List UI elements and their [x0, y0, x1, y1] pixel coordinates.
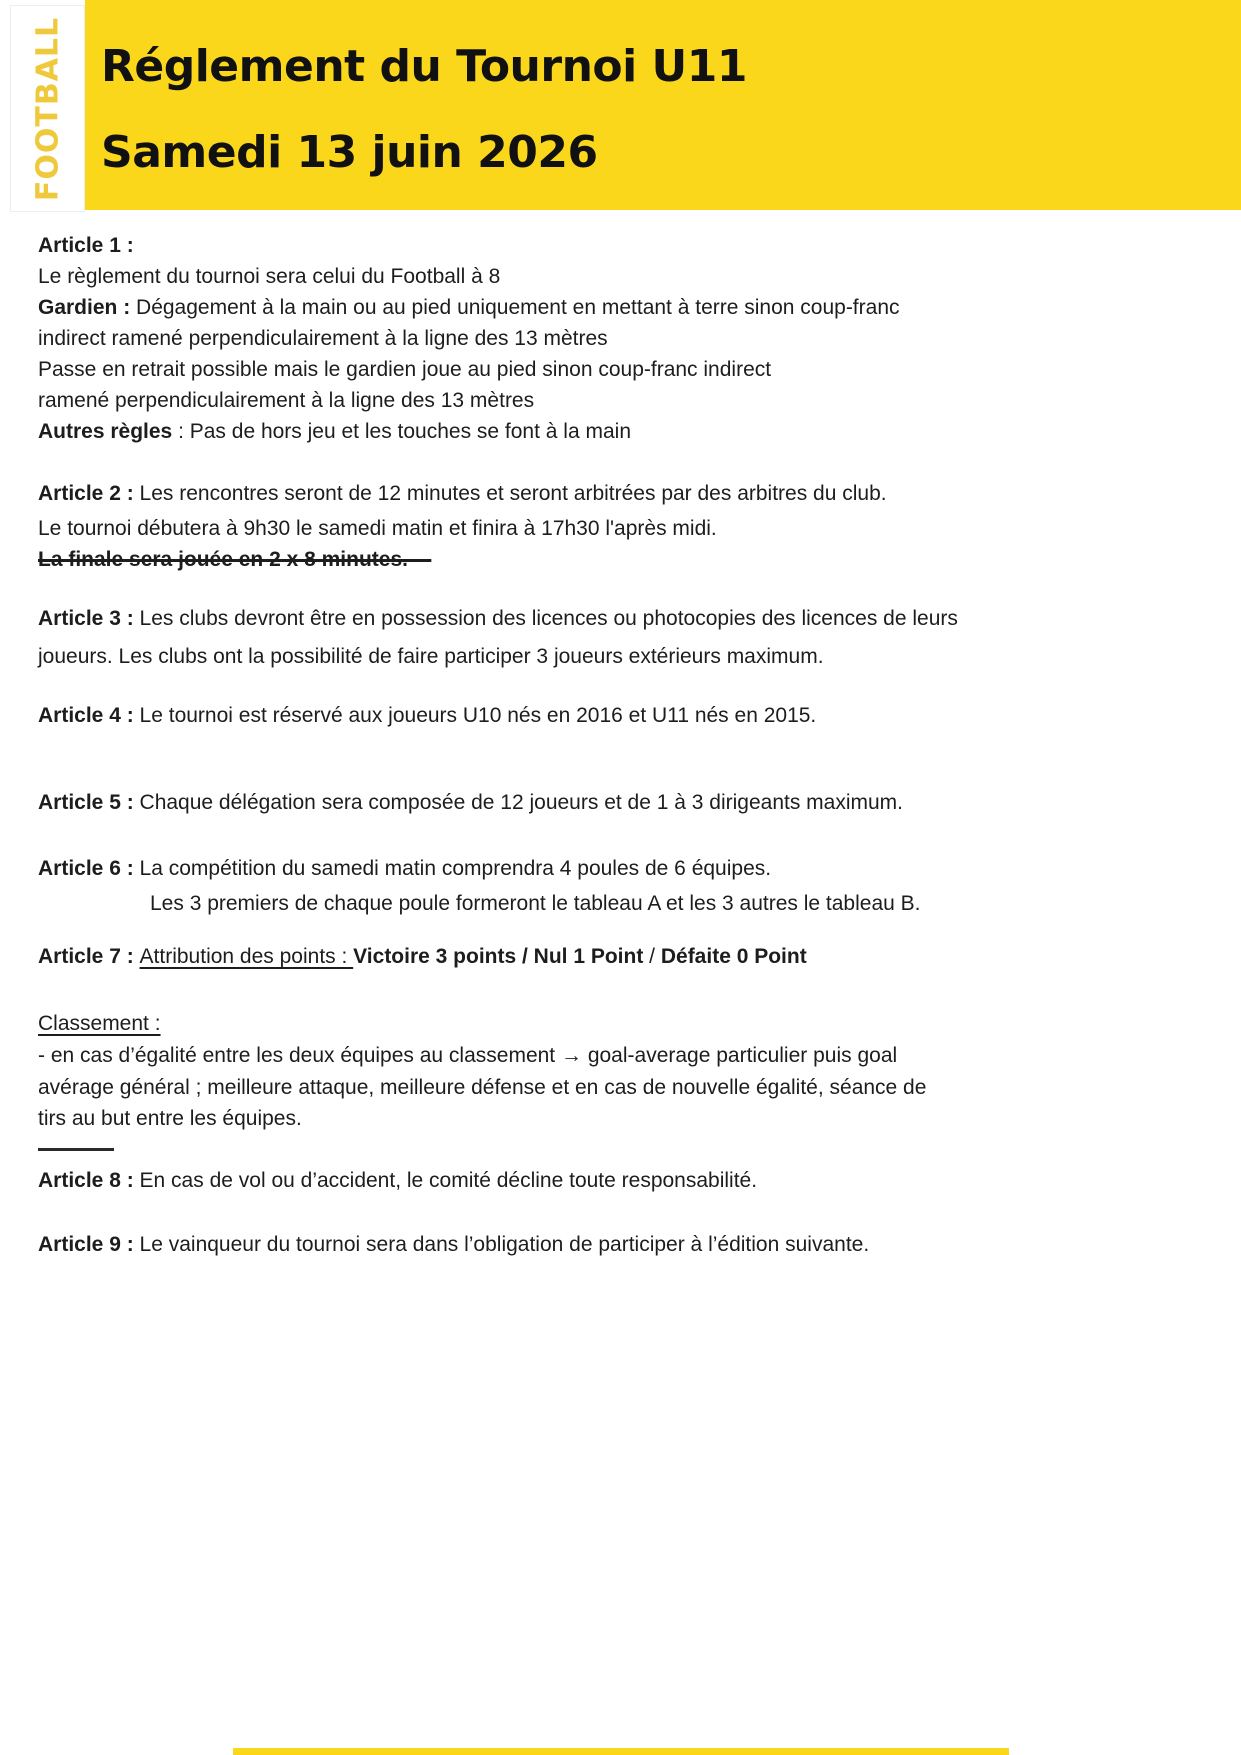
doc-line [38, 1103, 1205, 1134]
doc-line [38, 1165, 1205, 1196]
text-segment: La finale sera jouée en 2 x 8 minutes. [38, 548, 432, 571]
text-segment: Article 4 : [38, 704, 134, 727]
text-segment: Les rencontres seront de 12 minutes et seront arbitrées par des arbitres du club. [133, 482, 887, 505]
doc-line [38, 292, 1205, 323]
text-segment: Article 8 : [38, 1169, 134, 1192]
doc-line [38, 261, 1205, 292]
text-segment: Article 9 : [38, 1233, 134, 1256]
text-segment: Le tournoi débutera à 9h30 le samedi matin et finira à 17h30 l'après midi. [38, 517, 717, 540]
doc-line [38, 230, 1205, 261]
text-segment: La compétition du samedi matin comprendra 4 poules de 6 équipes. [133, 857, 772, 880]
page-bottom-accent [233, 1748, 1009, 1755]
text-segment: ramené perpendiculairement à la ligne des 13 mètres [38, 389, 535, 412]
doc-line [38, 941, 1205, 972]
text-segment: avérage général ; meilleure attaque, meilleure défense et en cas de nouvelle égalité, séance de [38, 1076, 927, 1099]
text-segment: En cas de vol ou d’accident, le comité décline toute responsabilité. [133, 1169, 758, 1192]
text-segment: Défaite 0 Point [660, 945, 807, 968]
text-segment: Article 3 : [38, 607, 134, 630]
text-segment: : Pas de hors jeu et les touches se font à la main [172, 420, 631, 443]
doc-line [38, 888, 1205, 919]
doc-line [38, 323, 1205, 354]
text-segment: - en cas d’égalité entre les deux équipes au classement → goal-average particulier puis goal [38, 1044, 898, 1067]
doc-line [38, 354, 1205, 385]
text-segment: Article 2 : [38, 482, 134, 505]
doc-line [38, 513, 1205, 544]
doc-line [38, 416, 1205, 447]
text-segment: Article 5 : [38, 791, 134, 814]
text-segment: Article 6 : [38, 857, 134, 880]
doc-line [38, 1008, 1205, 1039]
doc-line [38, 478, 1205, 509]
document-body [38, 230, 1205, 1260]
doc-line [38, 1040, 1205, 1071]
separator-rule [38, 1148, 114, 1151]
text-segment: Victoire 3 points / Nul 1 Point [353, 945, 644, 968]
text-segment: / [643, 945, 661, 968]
text-segment: Article 7 : [38, 945, 140, 968]
text-segment: indirect ramené perpendiculairement à la ligne des 13 mètres [38, 327, 608, 350]
text-segment: Les clubs devront être en possession des licences ou photocopies des licences de leurs [133, 607, 958, 630]
doc-line [38, 787, 1205, 818]
page-title-line2: Samedi 13 juin 2026 [101, 127, 598, 178]
text-segment: joueurs. Les clubs ont la possibilité de faire participer 3 joueurs extérieurs maximum. [38, 645, 824, 668]
text-segment: Le tournoi est réservé aux joueurs U10 nés en 2016 et U11 nés en 2015. [133, 704, 817, 727]
doc-line [38, 641, 1205, 672]
football-vertical-label: FOOTBALL [30, 16, 65, 201]
text-segment: Passe en retrait possible mais le gardien joue au pied sinon coup-franc indirect [38, 358, 772, 381]
doc-line [38, 544, 1205, 575]
doc-line [38, 1229, 1205, 1260]
football-sidebar-box [10, 5, 85, 212]
text-segment: Attribution des points : [139, 945, 354, 968]
text-segment: tirs au but entre les équipes. [38, 1107, 302, 1130]
text-segment: Autres règles [38, 420, 173, 443]
page-header-band [85, 0, 1241, 210]
text-segment: Le règlement du tournoi sera celui du Football à 8 [38, 265, 501, 288]
text-segment: Article 1 : [38, 234, 134, 257]
text-segment: Chaque délégation sera composée de 12 joueurs et de 1 à 3 dirigeants maximum. [133, 791, 904, 814]
doc-line [38, 1072, 1205, 1103]
doc-line [38, 853, 1205, 884]
text-segment: Dégagement à la main ou au pied uniquement en mettant à terre sinon coup-franc [130, 296, 900, 319]
text-segment: Gardien : [38, 296, 131, 319]
doc-line [38, 603, 1205, 634]
doc-line [38, 385, 1205, 416]
text-segment: Les 3 premiers de chaque poule formeront le tableau A et les 3 autres le tableau B. [150, 892, 921, 915]
text-segment: Classement : [38, 1012, 161, 1035]
page-title-line1: Réglement du Tournoi U11 [101, 41, 747, 92]
doc-line [38, 700, 1205, 731]
text-segment: Le vainqueur du tournoi sera dans l’obligation de participer à l’édition suivante. [133, 1233, 870, 1256]
